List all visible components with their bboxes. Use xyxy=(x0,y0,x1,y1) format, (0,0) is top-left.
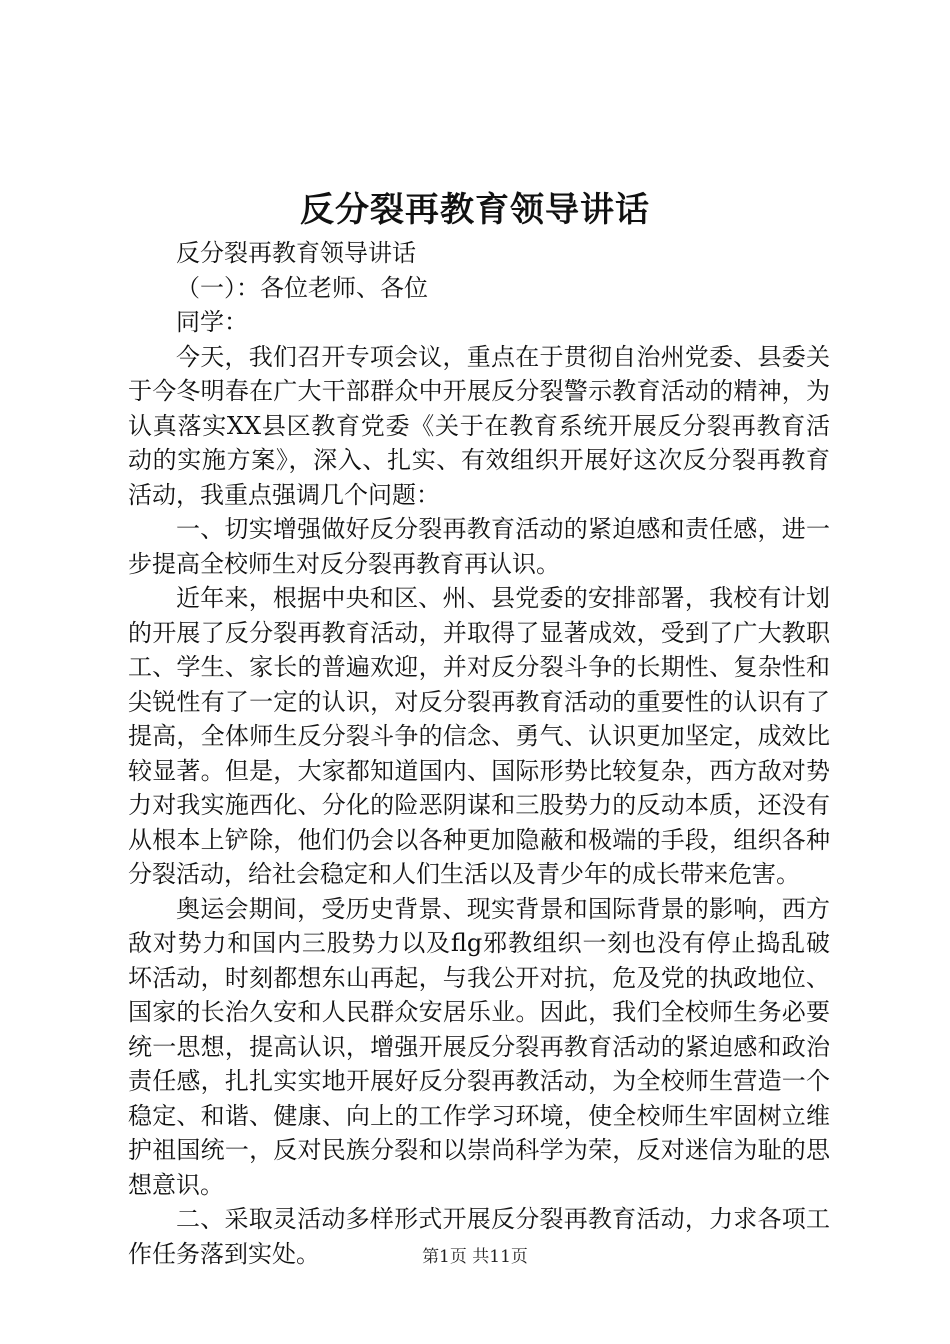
paragraph: （一）：各位老师、各位 xyxy=(176,273,428,302)
paragraph: 近年来，根据中央和区、州、县党委的安排部署，我校有计划的开展了反分裂再教育活动，并取得了显著成效，受到了广大教职工、学生、家长的普遍欢迎，并对反分裂斗争的长期性、复杂性和尖锐性有了一定的认识，对反分裂再教育活动的重要性的认识有了提高，全体师生反分裂斗争的信念、勇气、认识更加坚定，成效比较显著。但是，大家都知道国内、国际形势比较复杂，西方敌对势力对我实施西化、分化的险恶阴谋和三股势力的反动本质，还没有从根本上铲除，他们仍会以各种更加隐蔽和极端的手段，组织各种分裂活动，给社会稳定和人们生活以及青少年的成长带来危害。 xyxy=(128,584,830,888)
paragraph: 今天，我们召开专项会议，重点在于贯彻自治州党委、县委关于今冬明春在广大干部群众中开展反分裂警示教育活动的精神，为认真落实XX县区教育党委《关于在教育系统开展反分裂再教育活动的实施方案》，深入、扎实、有效组织开展好这次反分裂再教育活动，我重点强调几个问题： xyxy=(128,342,830,509)
paragraph: 同学： xyxy=(176,308,248,336)
page-number-footer: 第1页 共11页 xyxy=(422,1247,528,1267)
paragraph: 反分裂再教育领导讲话 xyxy=(176,239,416,267)
document-title: 反分裂再教育领导讲话 xyxy=(300,190,650,230)
paragraph: 奥运会期间，受历史背景、现实背景和国际背景的影响，西方敌对势力和国内三股势力以及flg邪教组织一刻也没有停止捣乱破坏活动，时刻都想东山再起，与我公开对抗，危及党的执政地位、国家的长治久安和人民群众安居乐业。因此，我们全校师生务必要统一思想，提高认识，增强开展反分裂再教育活动的紧迫感和政治责任感，扎扎实实地开展好反分裂再教活动，为全校师生营造一个稳定、和谐、健康、向上的工作学习环境，使全校师生牢固树立维护祖国统一，反对民族分裂和以崇尚科学为荣，反对迷信为耻的思想意识。 xyxy=(128,894,830,1199)
paragraph: 一、切实增强做好反分裂再教育活动的紧迫感和责任感，进一步提高全校师生对反分裂再教育再认识。 xyxy=(128,515,830,578)
document-body xyxy=(128,236,830,1271)
paragraph: 二、采取灵活动多样形式开展反分裂再教育活动，力求各项工作任务落到实处。 xyxy=(128,1205,830,1268)
